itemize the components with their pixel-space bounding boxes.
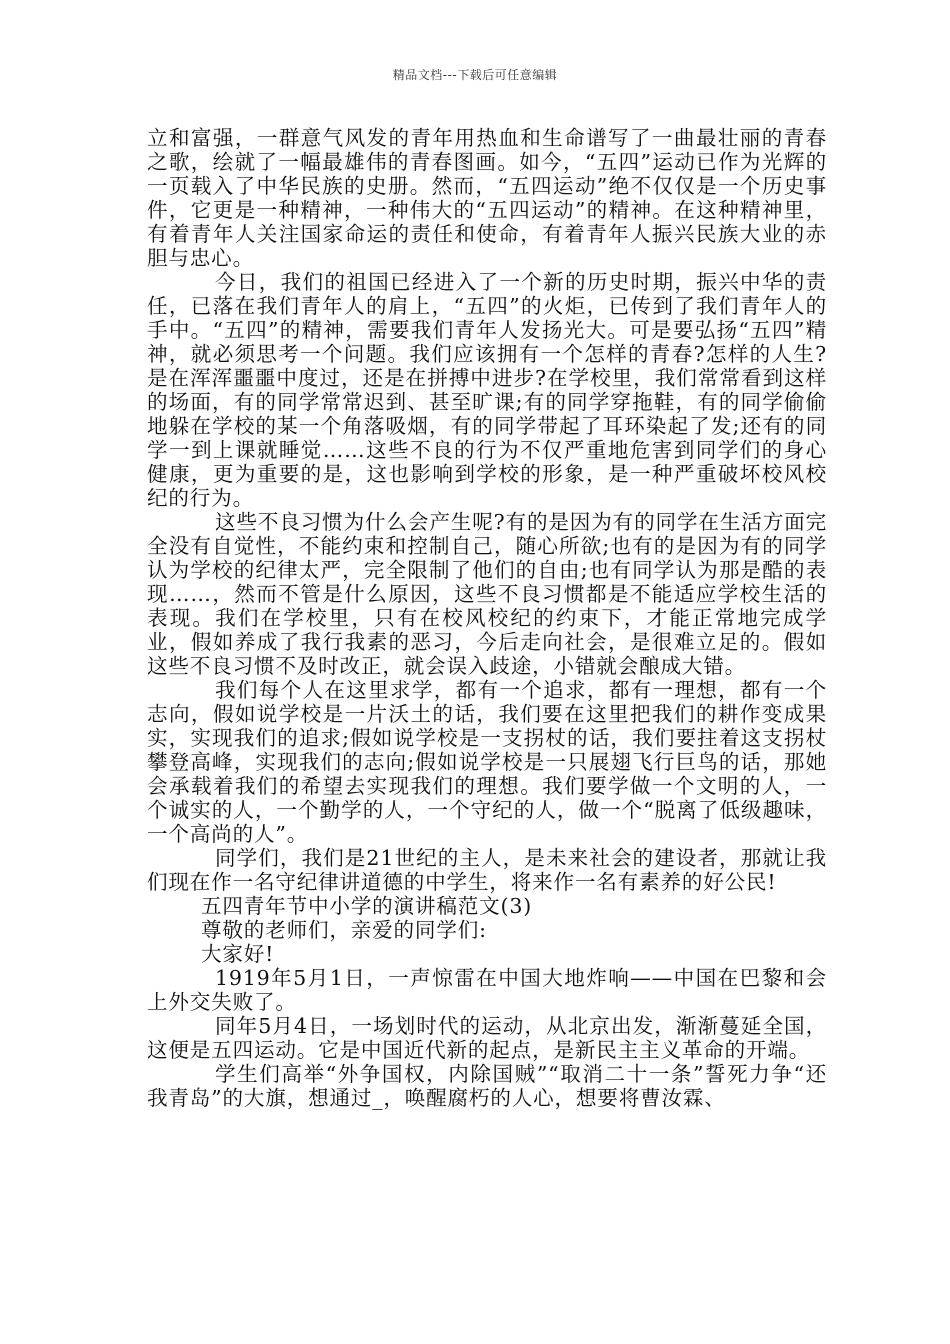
page-header: 精品文档---下载后可任意编辑	[392, 68, 558, 82]
paragraph: 立和富强，一群意气风发的青年用热血和生命谱写了一曲最壮丽的青春之歌，绘就了一幅最雄伟的青春图画。如今，“五四”运动已作为光辉的一页载入了中华民族的史册。然而，“五四运动”绝不仅仅是一个历史事件，它更是一种精神，一种伟大的“五四运动”的精神。在这种精神里，有着青年人关注国家命运的责任和使命，有着青年人振兴民族大业的赤胆与忠心。	[147, 126, 827, 270]
paragraph: 今日，我们的祖国已经进入了一个新的历史时期，振兴中华的责任，已落在我们青年人的肩上，“五四”的火炬，已传到了我们青年人的手中。“五四”的精神，需要我们青年人发扬光大。可是要弘扬“五四”精神，就必须思考一个问题。我们应该拥有一个怎样的青春?怎样的人生?是在浑浑噩噩中度过，还是在拼搏中进步?在学校里，我们常常看到这样的场面，有的同学常常迟到、甚至旷课;有的同学穿拖鞋，有的同学偷偷地躲在学校的某一个角落吸烟，有的同学带起了耳环染起了发;还有的同学一到上课就睡觉……这些不良的行为不仅严重地危害到同学们的身心健康，更为重要的是，这也影响到学校的形象，是一种严重破坏校风校纪的行为。	[147, 270, 827, 510]
greeting: 大家好!	[201, 942, 275, 966]
paragraph: 我们每个人在这里求学，都有一个追求，都有一理想，都有一个志向，假如说学校是一片沃土的话，我们要在这里把我们的耕作变成果实，实现我们的追求;假如说学校是一支拐杖的话，我们要拄着这支拐杖攀登高峰，实现我们的志向;假如说学校是一只展翅飞行巨鸟的话，那她会承载着我们的希望去实现我们的理想。我们要学做一个文明的人，一个诚实的人，一个勤学的人，一个守纪的人，做一个“脱离了低级趣味，一个高尚的人”。	[147, 678, 827, 846]
salutation: 尊敬的老师们，亲爱的同学们:	[201, 918, 487, 942]
paragraph: 学生们高举“外争国权，内除国贼”“取消二十一条”誓死力争“还我青岛”的大旗，想通过_，唤醒腐朽的人心，想要将曹汝霖、	[147, 1062, 827, 1110]
document-body	[147, 126, 827, 1110]
paragraph: 同年5月4日，一场划时代的运动，从北京出发，渐渐蔓延全国，这便是五四运动。它是中国近代新的起点，是新民主主义革命的开端。	[147, 1014, 827, 1062]
paragraph: 同学们，我们是21世纪的主人，是未来社会的建设者，那就让我们现在作一名守纪律讲道德的中学生，将来作一名有素养的好公民!	[147, 846, 827, 894]
paragraph: 1919年5月1日，一声惊雷在中国大地炸响——中国在巴黎和会上外交失败了。	[147, 966, 827, 1014]
paragraph: 这些不良习惯为什么会产生呢?有的是因为有的同学在生活方面完全没有自觉性，不能约束和控制自己，随心所欲;也有的是因为有的同学认为学校的纪律太严，完全限制了他们的自由;也有同学认为那是酷的表现……，然而不管是什么原因，这些不良习惯都是不能适应学校生活的表现。我们在学校里，只有在校风校纪的约束下，才能正常地完成学业，假如养成了我行我素的恶习，今后走向社会，是很难立足的。假如这些不良习惯不及时改正，就会误入歧途，小错就会酿成大错。	[147, 510, 827, 678]
section-title: 五四青年节中小学的演讲稿范文(3)	[201, 894, 533, 918]
